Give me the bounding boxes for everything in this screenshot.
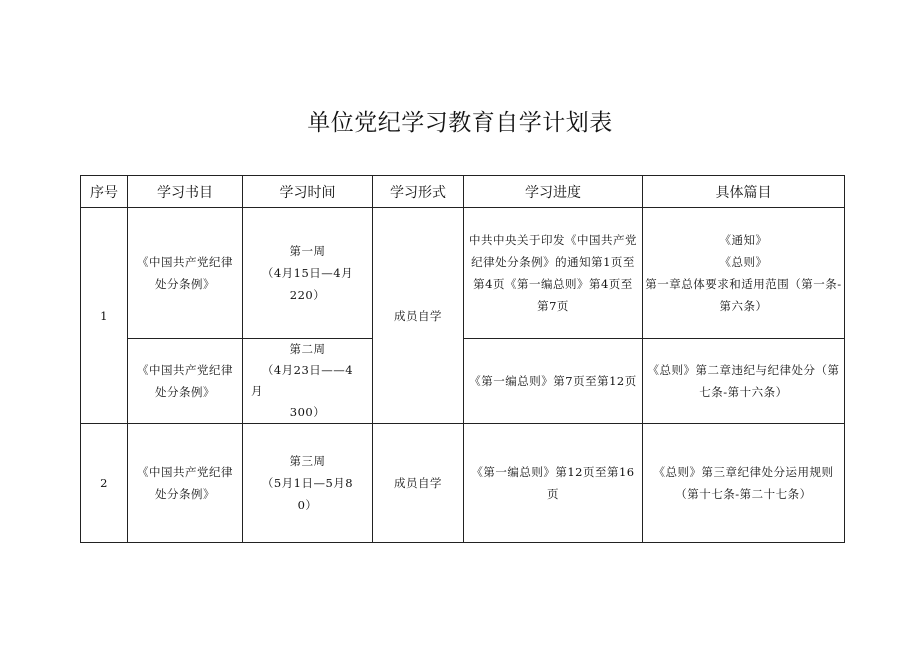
form-cell: 成员自学 [373,208,464,424]
book-cell [128,424,243,543]
seq-cell: 2 [81,424,128,543]
header-form: 学习形式 [373,176,464,208]
chapters-cell [643,208,845,339]
form-cell: 成员自学 [373,424,464,543]
progress-text: 中共中央关于印发《中国共产党纪律处分条例》的通知第1页至第4页《第一编总则》第4页至第7页 [469,233,637,313]
progress-cell [464,339,643,424]
table-row [81,424,845,543]
time-cell [243,339,373,424]
chapter-line: 《总则》 [719,255,768,269]
progress-cell [464,424,643,543]
header-seq: 序号 [81,176,128,208]
header-progress: 学习进度 [464,176,643,208]
book-text: 《中国共产党纪律处分条例》 [137,465,233,501]
time-range-end: 0） [297,498,318,512]
book-text: 《中国共产党纪律处分条例》 [137,363,233,399]
time-week: 第二周 [289,342,326,356]
time-range-month: 月 [251,384,263,398]
chapters-cell [643,424,845,543]
book-cell [128,208,243,339]
progress-cell [464,208,643,339]
header-time: 学习时间 [243,176,373,208]
page-title: 单位党纪学习教育自学计划表 [307,110,613,136]
time-week: 第三周 [289,454,326,468]
time-range-start: （4月15日—4月 [261,266,354,280]
book-cell [128,339,243,424]
time-week: 第一周 [289,244,326,258]
time-range-start: （4月23日——4 [261,363,354,377]
chapters-cell [643,339,845,424]
progress-text: 《第一编总则》第7页至第12页 [469,374,637,388]
time-range-start: （5月1日—5月8 [261,476,354,490]
time-range-end: 220） [289,288,326,302]
header-row [81,176,845,208]
table-row [81,208,845,339]
time-cell [243,424,373,543]
header-book: 学习书目 [128,176,243,208]
time-range-end: 300） [289,405,326,419]
chapter-line: 第一章总体要求和适用范围（第一条-第六条） [645,277,842,313]
header-chapters: 具体篇目 [643,176,845,208]
chapter-line: 《通知》 [719,233,768,247]
book-text: 《中国共产党纪律处分条例》 [137,255,233,291]
progress-text: 《第一编总则》第12页至第16页 [471,465,635,501]
chapter-line: 《总则》第三章纪律处分运用规则（第十七条-第二十七条） [653,465,834,501]
chapter-line: 《总则》第二章违纪与纪律处分（第七条-第十六条） [647,363,840,399]
time-cell [243,208,373,339]
study-plan-table [80,175,845,543]
seq-cell: 1 [81,208,128,424]
